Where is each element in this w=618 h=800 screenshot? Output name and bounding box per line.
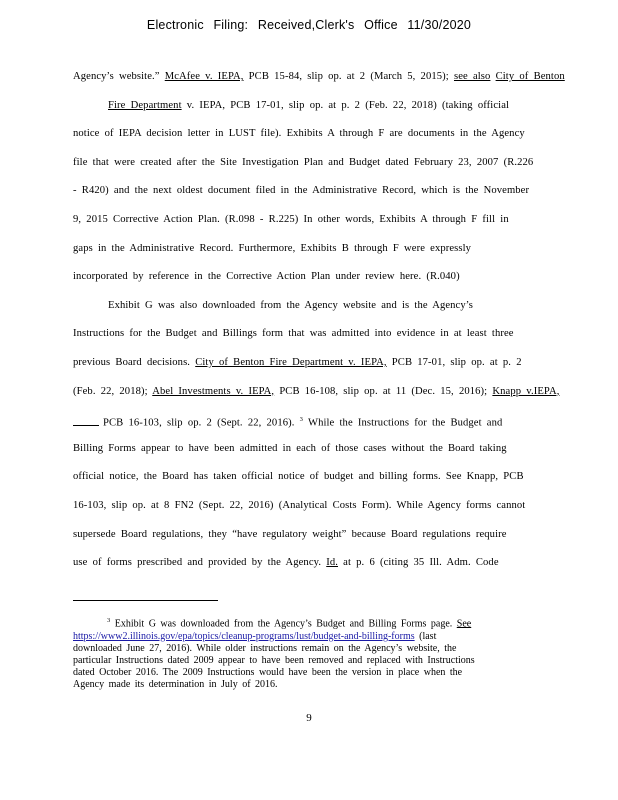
- body-line-12: (Feb. 22, 2018); Abel Investments v. IEPA, PCB 16-108, slip op. at 11 (Dec. 15, 2016); Knapp v.IEPA,: [73, 385, 560, 397]
- body-line-15: official notice, the Board has taken official notice of budget and billing forms. See Knapp, PCB: [73, 471, 524, 483]
- footnote-divider: [73, 600, 218, 601]
- case-citation-mcafee: McAfee v. IEPA,: [164, 71, 244, 82]
- body-line-6: 9, 2015 Corrective Action Plan. (R.098 - R.225) In other words, Exhibits A through F fill in: [73, 213, 509, 225]
- body-line-16: 16-103, slip op. at 8 FN2 (Sept. 22, 2016) (Analytical Costs Form). While Agency forms cannot: [73, 499, 526, 511]
- body-line-2: Fire Department v. IEPA, PCB 17-01, slip op. at p. 2 (Feb. 22, 2018) (taking official: [108, 99, 510, 111]
- body-line-1: Agency’s website.” McAfee v. IEPA, PCB 15-84, slip op. at 2 (March 5, 2015); see also City of Benton: [73, 71, 565, 82]
- page-number: 9: [306, 712, 312, 724]
- body-line-18: use of forms prescribed and provided by the Agency. Id. at p. 6 (citing 35 Ill. Adm. Code: [73, 557, 499, 569]
- case-citation-knapp: Knapp v.IEPA,: [492, 385, 560, 397]
- body-line-8: incorporated by reference in the Corrective Action Plan under review here. (R.040): [73, 271, 460, 283]
- body-line-3: notice of IEPA decision letter in LUST file). Exhibits A through F are documents in the Agency: [73, 128, 525, 140]
- body-line-13: PCB 16-103, slip op. 2 (Sept. 22, 2016). $^3$ While the Instructions for the Budget and: [73, 413, 571, 442]
- filing-header: Electronic Filing: Received,Clerk's Office 11/30/2020: [146, 18, 472, 32]
- footnote: [73, 615, 523, 692]
- footnote-line-2: https://www2.illinois.gov/epa/topics/cleanup-programs/lust/budget-and-billing-forms (last: [73, 630, 437, 642]
- body-line-7: gaps in the Administrative Record. Furthermore, Exhibits B through F were expressly: [73, 242, 472, 254]
- footnote-line-5: dated October 2016. The 2009 Instructions would have been the version in place when the: [73, 667, 463, 679]
- citation-id: Id.: [326, 557, 339, 569]
- case-citation-benton-2: City of Benton Fire Department v. IEPA,: [195, 356, 387, 368]
- footnote-line-6: Agency made its determination in July of 2016.: [73, 679, 278, 691]
- body-line-9: Exhibit G was also downloaded from the Agency website and is the Agency’s: [108, 299, 474, 311]
- body-line-5: - R420) and the next oldest document filed in the Administrative Record, which is the November: [73, 185, 530, 197]
- footnote-number: 3: [107, 617, 111, 624]
- body-line-11: previous Board decisions. City of Benton Fire Department v. IEPA, PCB 17-01, slip op. at p. 2: [73, 356, 522, 368]
- case-citation-benton: City of Benton: [495, 71, 565, 82]
- footnote-line-1: $^3$ Exhibit G was downloaded from the Agency’s Budget and Billing Forms page. See: [107, 617, 472, 630]
- signal-see-also: see also: [453, 71, 491, 82]
- body-line-17: supersede Board regulations, they “have regulatory weight” because Board regulations require: [73, 528, 507, 540]
- budget-forms-link[interactable]: https://www2.illinois.gov/epa/topics/cleanup-programs/lust/budget-and-billing-forms: [73, 630, 415, 642]
- case-citation-abel: Abel Investments v. IEPA,: [152, 385, 275, 397]
- body-line-14: Billing Forms appear to have been admitted in each of those cases without the Board taking: [73, 442, 507, 454]
- body-line-4: file that were created after the Site Investigation Plan and Budget dated February 23, 2007 (R.226: [73, 156, 534, 168]
- body-text: [73, 70, 571, 585]
- underline-blank: [73, 415, 99, 426]
- footnote-line-4: particular Instructions dated 2009 appear to have been removed and replaced with Instructions: [73, 654, 475, 666]
- body-line-10: Instructions for the Budget and Billings form that was admitted into evidence in at least three: [73, 328, 514, 340]
- footnote-line-3: downloaded June 27, 2016). While older instructions remain on the Agency’s website, the: [73, 642, 457, 654]
- footnote-ref: 3: [299, 416, 303, 424]
